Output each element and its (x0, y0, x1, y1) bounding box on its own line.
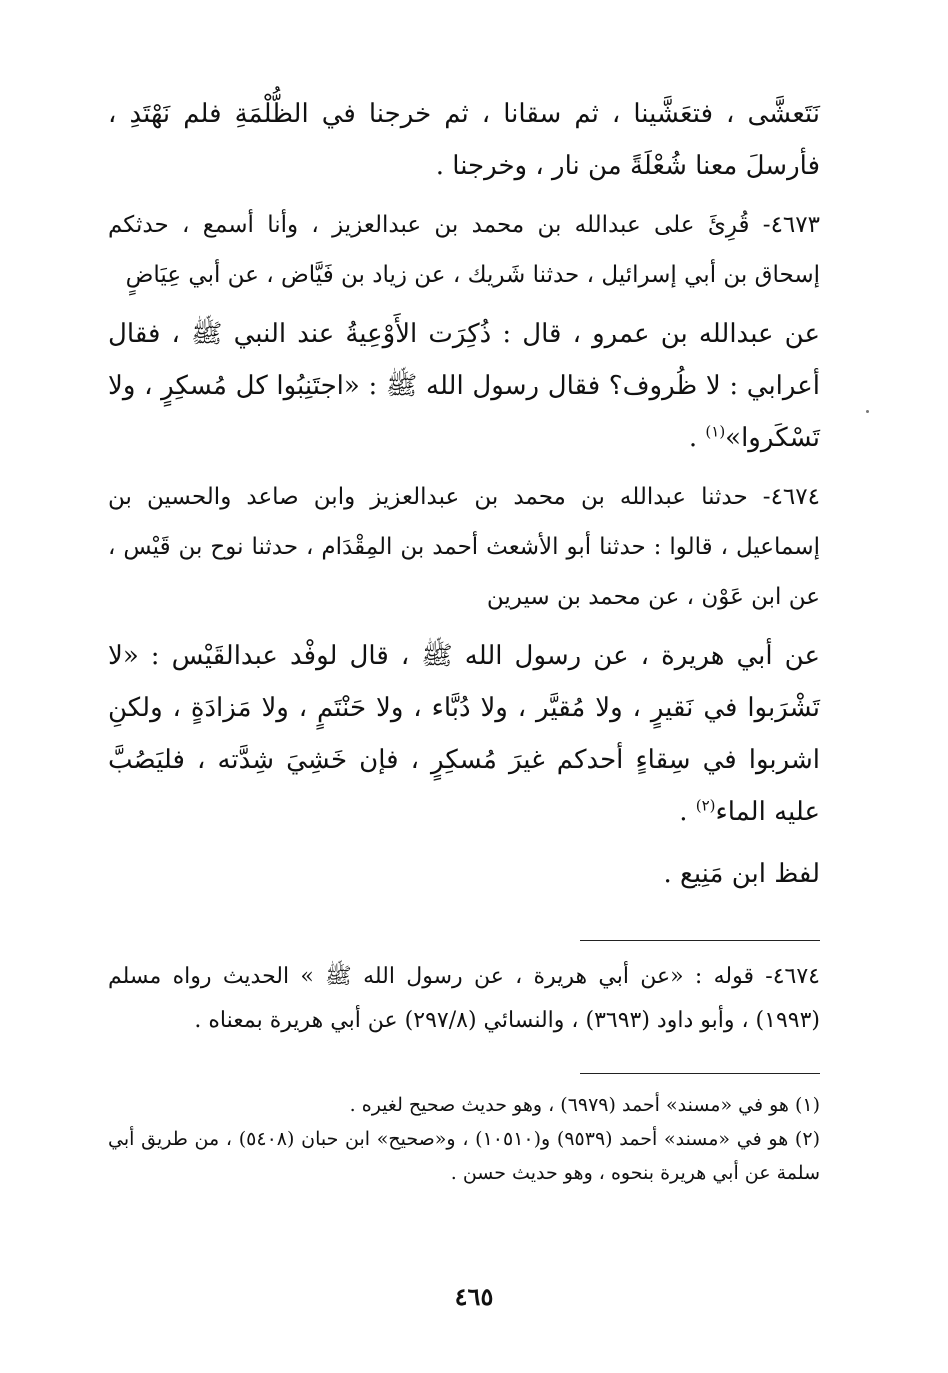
paragraph-continuation: نَتَعشَّى ، فتعَشَّينا ، ثم سقانا ، ثم خرجنا في الظُّلْمَةِ فلم نَهْتَدِ ، فأرسلَ معنا شُعْلَةً من نار ، وخرجنا . (108, 99, 820, 181)
footnote-2: (٢) هو في «مسند» أحمد (٩٥٣٩) و(١٠٥١٠) ، و«صحيح» ابن حبان (٥٤٠٨) ، من طريق أبي سلمة عن أبي هريرة بنحوه ، وهو حديث حسن . (108, 1128, 820, 1184)
paragraph-hadith-4674-matn (108, 630, 820, 838)
footnote-ref-1[interactable]: (١) (705, 422, 726, 441)
paragraph-hadith-4673-matn (108, 308, 820, 464)
matn-text: عن عبدالله بن عمرو ، قال : ذُكِرَت الأَوْعِيةُ عند النبي ﷺ ، فقال أعرابي : لا ظُروف؟ فقال رسول الله ﷺ : «اجتَنِبُوا كل مُسكِرٍ ، ولا تَسْكَروا» (108, 319, 820, 453)
footnote-ref-2[interactable]: (٢) (695, 796, 716, 815)
matn-end: . (688, 423, 706, 453)
separator-rule (580, 940, 820, 941)
footnote-separator (580, 1073, 820, 1074)
paragraph-hadith-4674-isnad: ٤٦٧٤- حدثنا عبدالله بن محمد بن عبدالعزيز وابن صاعد والحسين بن إسماعيل ، قالوا : حدثنا أبو الأشعث أحمد بن المِقْدَام ، حدثنا نوح بن قَيْس ، عن ابن عَوْن ، عن محمد بن سيرين (108, 484, 820, 610)
footnote-1: (١) هو في «مسند» أحمد (٦٩٧٩) ، وهو حديث صحيح لغيره . (349, 1094, 820, 1116)
page-body (108, 88, 820, 1190)
matn-end: . (679, 797, 696, 827)
footnotes (108, 1088, 820, 1190)
page-number: ٤٦٥ (454, 1282, 494, 1311)
scan-speck (866, 410, 869, 413)
matn-text: عن أبي هريرة ، عن رسول الله ﷺ ، قال لوفْد عبدالقَيْس : «لا تَشْرَبوا في نَقيرٍ ، ولا مُقيَّر ، ولا دُبَّاء ، ولا حَنْتَمٍ ، ولا مَزادَةٍ ، ولكنِ اشربوا في سِقاءٍ أحدكم غيرَ مُسكِرٍ ، فإن خَشِيَ شِدَّته ، فليَصُبَّ عليه الماء (108, 641, 821, 827)
paragraph-hadith-4673-isnad: ٤٦٧٣- قُرِئَ على عبدالله بن محمد بن عبدالعزيز ، وأنا أسمع ، حدثكم إسحاق بن أبي إسرائيل ، حدثنا شَريك ، عن زياد بن فَيَّاض ، عن أبي عِيَاضٍ (108, 212, 820, 288)
paragraph-wording-note: لفظ ابن مَنِيع . (663, 859, 820, 889)
takhrij-note: ٤٦٧٤- قوله : «عن أبي هريرة ، عن رسول الله ﷺ » الحديث رواه مسلم (١٩٩٣) ، وأبو داود (٣٦٩٣) ، والنسائي (٢٩٧/٨) عن أبي هريرة بمعناه . (108, 964, 820, 1033)
